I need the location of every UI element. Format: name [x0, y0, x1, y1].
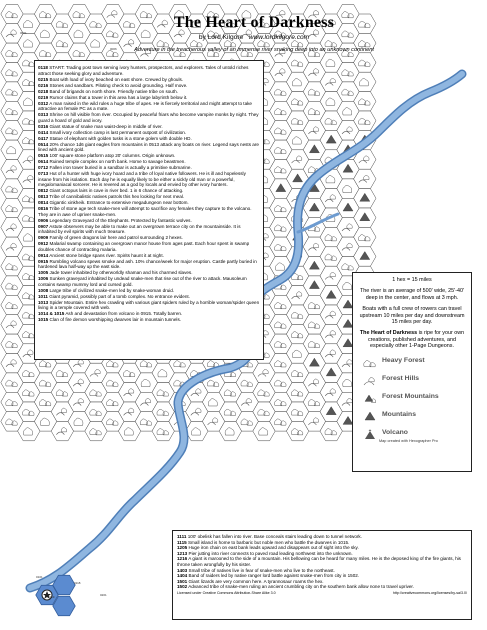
key-text: Pier jutting into river connects to paved road leading northwest into the unknown.	[187, 550, 353, 556]
key-hex-id: 1011	[38, 293, 48, 299]
key-text: Astute observers may be able to make out an overgrown terrace city on the mountainside. It is inhabited by evil spirits with much treasure.	[38, 223, 241, 234]
key-text: Large tribe of civilized snake-men led by snake-woman druid.	[48, 287, 175, 293]
legend-label: Forest Mountains	[382, 393, 439, 401]
key-hex-id: 0219	[38, 94, 49, 100]
key-entry	[38, 311, 260, 317]
key-entry	[38, 194, 260, 200]
key-hex-id: 1013	[38, 299, 49, 305]
key-entry	[38, 188, 260, 194]
key-hex-id: 1115	[177, 539, 187, 545]
key-entry	[38, 130, 260, 136]
key-hex-id: 0316	[38, 123, 49, 129]
key-entry	[38, 224, 260, 235]
river-description: The river is an average of 500' wide, 25'-40' deep in the center, and flows at 3 mph.	[359, 288, 465, 301]
key-entry	[38, 142, 260, 153]
license-line	[177, 591, 467, 597]
key-text: Advanced tribe of snake-men ruling an ancient crumbling city on the southern bank allow none to travel upriver.	[187, 584, 414, 590]
key-entry	[38, 253, 260, 259]
key-hex-id: 0313	[38, 112, 49, 117]
key-hex-id: 1501	[177, 578, 188, 584]
key-hex-id: 0514	[38, 141, 49, 147]
key-hex-id: 0814	[38, 200, 49, 205]
key-hex-id: 1008	[38, 287, 49, 293]
key-entry	[38, 276, 260, 287]
key-entry	[38, 89, 260, 95]
key-hex-id: 0813	[38, 194, 49, 199]
key-text: Spider Mountain. Entire hex crawling with various giant spiders ruled by a horrible woman/spider queen living in a temple covered with web.	[38, 299, 260, 310]
key-entry	[38, 200, 260, 206]
key-text: Tribe of stone age tech snake-men will attempt to sacrifice any females they capture to the volcano. They are in awe of upriver snake-men.	[38, 206, 252, 217]
key-hex-id: 0216	[38, 82, 49, 88]
key-text: Gigantic xinkheik. Entrance to extensive megadungeon near bottom.	[48, 200, 189, 205]
key-hex-id: 0614	[38, 159, 49, 164]
legend-panel	[352, 272, 472, 472]
key-hex-id: 1404	[177, 573, 188, 579]
subtitle: Adventure in the treacherous valley of an immense river snaking deep into an unknown continent	[134, 47, 374, 53]
key-hex-id: 1015	[38, 317, 49, 322]
key-entry	[38, 83, 260, 89]
key-entry	[38, 153, 260, 159]
author: by Lord Kilgore	[198, 34, 244, 41]
key-text: Rumbling volcano spews smoke and ash. 10% chance/week for major eruption. Castle partly buried in hardened lava half-way up the east side.	[38, 258, 257, 269]
key-entry	[38, 95, 260, 101]
key-hex-id: 0909	[38, 235, 49, 240]
key-entry	[38, 294, 260, 300]
key-text: Huge iron chain on east bank leads upward and disappears out of sight into the sky.	[187, 545, 359, 551]
legend-label: Mountains	[382, 411, 416, 419]
series-text: The Heart of Darkness is ripe for your own creations, published adventures, and especially other 1-Page Dungeons.	[359, 330, 465, 350]
key-hex-id: 0816	[38, 206, 49, 211]
key-hex-id: 1005	[38, 270, 49, 275]
key-text: A man raised in the wild rules a huge tribe of apes. He is fiercely territorial and might attempt to take attractive an female PC as a mate.	[38, 100, 252, 111]
scale-text: 1 hex = 15 miles	[392, 277, 432, 283]
key-text: Legendary Graveyard of the Elephants. Protected by fantastic wolves.	[48, 217, 192, 223]
key-entry	[38, 218, 260, 224]
key-entry	[38, 65, 260, 76]
legend-label: Volcano	[382, 429, 408, 437]
key-entry	[38, 101, 260, 112]
boat-description: Boats with a full crew of rowers can travel upstream 10 miles per day and downstream 15 miles per day.	[359, 306, 465, 326]
mountains-icon	[363, 410, 377, 422]
hex-number: 0118	[74, 581, 81, 585]
license-url[interactable]: http://creativecommons.org/licenses/by-sa/3.0/	[392, 590, 467, 595]
key-hex-id: 0907	[38, 223, 49, 229]
key-entry	[38, 77, 260, 83]
key-hex-id: 0312	[38, 100, 49, 106]
hex-number: 0001	[20, 31, 27, 35]
key-hex-id: 1502	[177, 584, 188, 590]
key-text: Fallen iron tower buried in a sandbar is actually a primitive submarine.	[48, 165, 192, 170]
license-text: Licensed under Creative Commons Attribution-Share Alike 3.0	[177, 590, 276, 595]
key-hex-id: 0414	[38, 129, 49, 135]
key-entry	[38, 136, 260, 142]
key-entry	[38, 241, 260, 252]
hex-key-panel-2	[172, 530, 472, 620]
key-entry	[38, 259, 260, 270]
key-text: Giant statue of snake man waist-deep in middle of river.	[48, 123, 163, 129]
key-entry	[38, 112, 260, 123]
key-entry	[38, 300, 260, 311]
key-text: Tribe of cannibalistic natives patrols this hex looking for next meal.	[48, 194, 185, 199]
key-hex-id: 0914	[38, 252, 49, 258]
legend-credit: Map created with Hexographer Pro	[379, 438, 438, 443]
key-hex-id: 0515	[38, 153, 49, 158]
key-hex-id: 0713	[38, 171, 49, 176]
key-text: 100' square stone platform atop 20' columns. Origin unknown.	[48, 153, 176, 158]
hex-number: 0119	[48, 595, 55, 599]
key-hex-id: 0712	[38, 165, 49, 170]
key-hex-id: 1014 & 1015	[38, 311, 65, 316]
key-hex-id: 1213	[177, 550, 188, 556]
key-text: Rumor claims that a tower in this area has a large labyrinth below it.	[48, 94, 188, 100]
key-entry	[38, 317, 260, 323]
volcano-icon	[363, 428, 377, 440]
heavy-forest-icon	[363, 356, 377, 368]
key-entry	[38, 288, 260, 294]
key-hex-id: 0915	[38, 258, 49, 264]
hex-number: 0101	[36, 575, 43, 579]
key-text: Giant octopus lairs in cave in river bed. 1 in 6 chance of attacking.	[48, 188, 184, 193]
key-hex-id: 1006	[38, 276, 49, 281]
key-text: Stones and sandbars. Piloting check to avoid grounding. Half move.	[48, 82, 188, 88]
legend-label: Forest Hills	[382, 375, 420, 383]
key-entry	[177, 584, 467, 590]
key-hex-id: 0417	[38, 135, 49, 141]
forest-hills-icon	[363, 374, 377, 386]
key-text: Malarial swamp containing an overgrown manor house from ages past. Each hour spent in swamp doubles chance of contracting malaria.	[38, 241, 250, 252]
legend-item	[363, 374, 465, 386]
key-text: Jade tower inhabited by otherworldly shaman and his charmed slaves.	[48, 270, 193, 275]
map-title: The Heart of Darkness	[173, 14, 335, 31]
key-text: Giant lizards are very common here. A tyrannosaur roams the hex.	[187, 578, 324, 584]
key-text: Small tribe of natives live in fear of snake-men who live to the northeast.	[187, 567, 335, 573]
key-entry	[38, 206, 260, 217]
key-text: 20% chance 1d6 giant eagles from mountains in 0513 attack any boats on river. Legend says nests are lined with ancient gold.	[38, 141, 259, 152]
key-text: Small ivory collection camp is last permanent outpost of civilization.	[48, 129, 187, 135]
key-hex-id: 1403	[177, 567, 188, 573]
key-text: A giant is marooned to the side of a mountain. His bellowing can be heard for many miles. He is the deposed king of the fire giants, his throne taken wrongfully by his sister.	[177, 556, 461, 567]
key-entry	[38, 270, 260, 276]
key-text: Ruined temple complex on north bank. Home to savage beastmen.	[48, 159, 186, 164]
key-entry	[38, 124, 260, 130]
key-text: Sunken graveyard inhabited by undead snake-men that rise out of the river to attack. Mausoleum contains swamp mummy lord and cursed gold.	[38, 276, 247, 287]
key-hex-id: 0118	[38, 65, 48, 70]
forest-mountains-icon	[363, 392, 377, 404]
key-text: Band of brigands on north shore. Friendly native tribe on south.	[48, 88, 178, 94]
legend-label: Heavy Forest	[382, 357, 425, 365]
title-block	[134, 8, 374, 53]
key-hex-id: 0215	[38, 76, 49, 82]
key-entry	[38, 235, 260, 241]
key-text: START: Trading post town serving ivory hunters, prospectors, and explorers. Tales of untold riches attract those seeking glory and adventure.	[38, 65, 249, 76]
key-text: Band of raiders led by native ranger lord battle against snake-men from city in 1502.	[187, 573, 360, 579]
hex-key-panel	[34, 60, 264, 360]
key-hex-id: 1205	[177, 545, 188, 551]
key-entry	[177, 556, 467, 567]
key-entry	[38, 171, 260, 188]
legend-item	[363, 392, 465, 404]
key-text: Boat with load of ivory beached on east shore. Crewed by ghouls.	[48, 76, 184, 82]
key-hex-id: 1111	[177, 534, 187, 539]
hex-number: 0006	[110, 47, 117, 51]
key-hex-id: 0906	[38, 217, 49, 223]
key-hex-id: 1216	[177, 556, 188, 562]
key-entry	[38, 159, 260, 165]
key-text: 100' obelisk has fallen into river. Base conceals stairs leading down to tunnel network.	[186, 534, 363, 539]
key-text: Shrine on hill visible from river. Occupied by peaceful friars who become vampire monks by night. They guard a hoard of gold and ivory.	[38, 112, 259, 123]
key-text: Family of green dragons lair here and patrol surrounding 2 hexes.	[48, 235, 183, 240]
byline	[148, 34, 360, 41]
hex-number: 0201	[100, 593, 107, 597]
legend-item	[363, 356, 465, 368]
key-text: Giant pyramid, possibly part of a tomb complex. No entrance evident.	[47, 293, 190, 299]
key-entry	[38, 165, 260, 171]
key-text: Ancient stone bridge spans river. Spirits haunt it at night.	[48, 252, 164, 258]
legend-item	[363, 410, 465, 422]
key-text: Clan of fire demon worshipping dwarves lair in mountain tunnels.	[48, 317, 182, 322]
author-url[interactable]: www.lordkilgore.com	[248, 34, 310, 41]
key-text: Statue of elephant with golden tusks is a stone golem with double HD.	[48, 135, 192, 141]
key-hex-id: 0218	[38, 88, 49, 94]
key-hex-id: 0912	[38, 241, 49, 246]
key-text: Ash and devastation from volcano in 0915. Totally barren.	[64, 311, 183, 316]
key-text: Hut of a hunter with huge ivory hoard and a tribe of loyal native followers. He is ill and hopelessly insane from his isolation. Each day he is equally likely to be either a sickly old man or a powerful, megalomaniacal sorcerer. He is revered as a god by locals and envied by other ivory hunters.	[38, 171, 246, 187]
key-hex-id: 0812	[38, 188, 49, 193]
key-text: Small island is home to barbaric but noble men who battle the dwarves in 1015.	[186, 539, 350, 545]
